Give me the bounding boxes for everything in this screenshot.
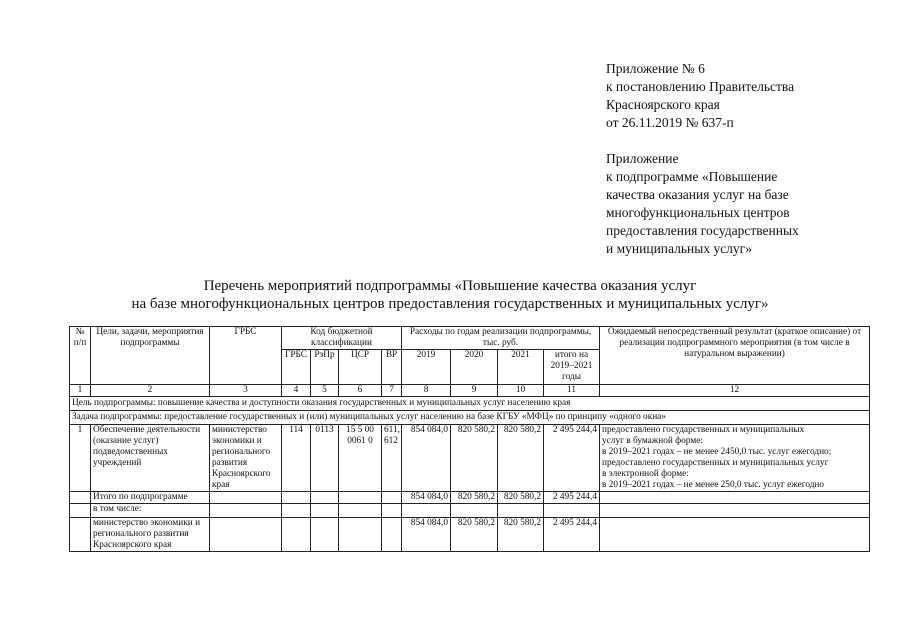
column-number: 10 [498,385,544,397]
header-year-2019: 2019 [402,350,451,385]
ministry-row [70,518,870,552]
row-goal: Обеспечение деятельности (оказание услуг) подведомственных учреждений [91,425,210,492]
measures-table [69,326,870,552]
appendix-block-resolution [606,60,891,132]
empty-cell [70,492,91,504]
row-grbs-code: 114 [282,425,311,492]
empty-cell [382,504,402,518]
result-line: в 2019–2021 годах – не менее 2450,0 тыс. услуг ежегодно; [602,447,832,457]
column-number: 5 [311,385,339,397]
empty-cell [382,492,402,504]
goal-row [70,397,870,411]
total-2020: 820 580,2 [451,492,498,504]
appendix-line: и муниципальных услуг» [606,241,752,256]
result-line: в электронной форме: [602,469,689,479]
column-number: 6 [339,385,382,397]
empty-cell [282,492,311,504]
header-goals: Цели, задачи, мероприятия подпрограммы [91,327,210,385]
empty-cell [70,504,91,518]
empty-cell [210,492,282,504]
empty-cell [600,492,870,504]
header-num: № п/п [70,327,91,385]
empty-cell [311,518,339,552]
result-line: предоставлено государственных и муниципальных [602,425,805,435]
column-number: 12 [600,385,870,397]
column-number: 11 [544,385,600,397]
empty-cell [451,504,498,518]
column-number: 4 [282,385,311,397]
row-vr: 611, 612 [382,425,402,492]
empty-cell [402,504,451,518]
row-2020: 820 580,2 [451,425,498,492]
result-line: предоставлено государственных и муниципальных услуг [602,458,829,468]
appendix-line: от 26.11.2019 № 637-п [606,115,734,130]
ministry-total: 2 495 244,4 [544,518,600,552]
appendix-line: Красноярского края [606,97,720,112]
column-number-row [70,385,870,397]
row-csr: 15 5 00 0061 0 [339,425,382,492]
appendix-block-subprogram [606,150,891,258]
ministry-2021: 820 580,2 [498,518,544,552]
empty-cell [339,518,382,552]
header-expenses-group: Расходы по годам реализации подпрограммы, тыс. руб. [402,327,600,350]
header-year-2021: 2021 [498,350,544,385]
header-code-vr: ВР [382,350,402,385]
header-code-grbs: ГРБС [282,350,311,385]
ministry-2019: 854 084,0 [402,518,451,552]
result-line: в 2019–2021 годах – не менее 250,0 тыс. услуг ежегодно [602,480,825,490]
task-row [70,411,870,425]
total-sum: 2 495 244,4 [544,492,600,504]
row-result [600,425,870,492]
empty-cell [70,518,91,552]
empty-cell [210,504,282,518]
column-number: 7 [382,385,402,397]
result-line: услуг в бумажной форме: [602,436,703,446]
header-result: Ожидаемый непосредственный результат (краткое описание) от реализации подпрограммного мероприятия (в том числе в натуральном выражении) [600,327,870,385]
header-row [70,327,870,350]
empty-cell [600,504,870,518]
total-label: Итого по подпрограмме [91,492,210,504]
table-row [70,425,870,492]
ministry-label: министерство экономики и регионального развития Красноярского края [91,518,210,552]
appendix-line: Приложение № 6 [606,61,705,76]
row-2021: 820 580,2 [498,425,544,492]
row-total: 2 495 244,4 [544,425,600,492]
empty-cell [544,504,600,518]
empty-cell [498,504,544,518]
appendix-line: качества оказания услуг на базе [606,187,789,202]
row-num: 1 [70,425,91,492]
appendix-line: к подпрограмме «Повышение [606,169,778,184]
header-code-group: Код бюджетной классификации [282,327,402,350]
empty-cell [311,492,339,504]
title-line: Перечень мероприятий подпрограммы «Повышение качества оказания услуг [203,278,697,294]
header-code-rzpr: РзПр [311,350,339,385]
total-2021: 820 580,2 [498,492,544,504]
appendix-header [606,60,891,258]
total-row [70,492,870,504]
empty-cell [210,518,282,552]
header-year-2020: 2020 [451,350,498,385]
column-number: 3 [210,385,282,397]
column-number: 9 [451,385,498,397]
row-2019: 854 084,0 [402,425,451,492]
row-rzpr: 0113 [311,425,339,492]
ministry-2020: 820 580,2 [451,518,498,552]
row-grbs: министерство экономики и регионального развития Красноярского края [210,425,282,492]
header-total: итого на 2019–2021 годы [544,350,600,385]
task-text: Задача подпрограммы: предоставление государственных и (или) муниципальных услуг населению на базе КГБУ «МФЦ» по принципу «одного окна» [70,411,870,425]
appendix-line: к постановлению Правительства [606,79,795,94]
empty-cell [282,504,311,518]
appendix-line: предоставления государственных [606,223,799,238]
including-row [70,504,870,518]
appendix-line: Приложение [606,151,679,166]
including-label: в том числе: [91,504,210,518]
empty-cell [282,518,311,552]
column-number: 1 [70,385,91,397]
empty-cell [600,518,870,552]
title-line: на базе многофункциональных центров предоставления государственных и муниципальных услуг» [131,296,769,312]
empty-cell [311,504,339,518]
empty-cell [382,518,402,552]
total-2019: 854 084,0 [402,492,451,504]
document-title [0,277,900,313]
appendix-line: многофункциональных центров [606,205,790,220]
empty-cell [339,504,382,518]
header-grbs: ГРБС [210,327,282,385]
column-number: 2 [91,385,210,397]
empty-cell [339,492,382,504]
goal-text: Цель подпрограммы: повышение качества и доступности оказания государственных и муниципальных услуг населению края [70,397,870,411]
header-code-csr: ЦСР [339,350,382,385]
column-number: 8 [402,385,451,397]
